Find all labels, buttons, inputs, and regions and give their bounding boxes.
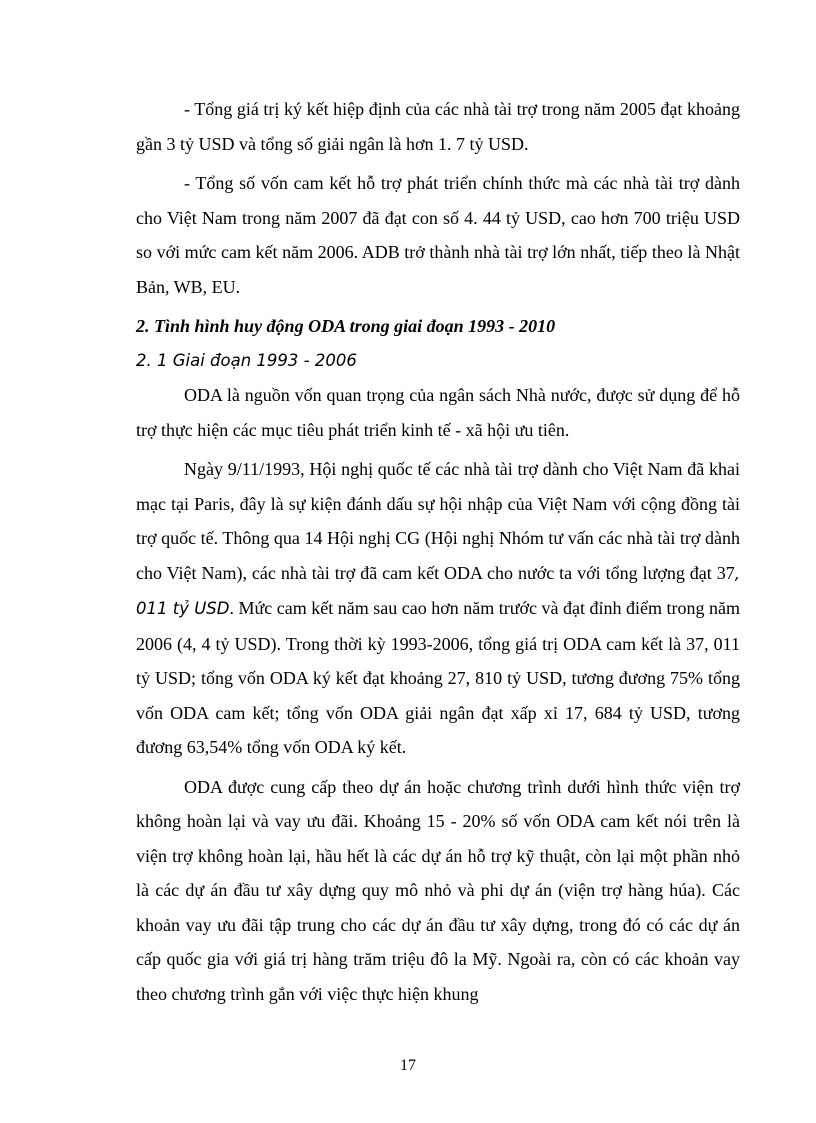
section-heading: 2. Tình hình huy động ODA trong giai đoạn 1993 - 2010 (136, 316, 556, 336)
paragraph-oda-importance: ODA là nguồn vốn quan trọng của ngân sách Nhà nước, được sử dụng để hỗ trợ thực hiện các mục tiêu phát triển kinh tế - xã hội ưu tiên. (136, 385, 740, 440)
paragraph-signed-value-2005: - Tổng giá trị ký kết hiệp định của các nhà tài trợ trong năm 2005 đạt khoảng gần 3 tỷ USD và tổng số giải ngân là hơn 1. 7 tỷ USD. (136, 99, 740, 154)
paris-text-part-1: Ngày 9/11/1993, Hội nghị quốc tế các nhà tài trợ dành cho Việt Nam đã khai mạc tại Paris, đây là sự kiện đánh dấu sự hội nhập của Việt Nam với cộng đồng tài trợ quốc tế. Thông qua 14 Hội nghị CG (Hội nghị Nhóm tư vấn các nhà tài trợ dành cho Việt Nam), các nhà tài trợ đã cam kết ODA cho nước ta với tổng lượng đạt 37 (136, 459, 740, 583)
paragraph-commitment-2007: - Tổng số vốn cam kết hỗ trợ phát triển chính thức mà các nhà tài trợ dành cho Việt Nam trong năm 2007 đã đạt con số 4. 44 tỷ USD, cao hơn 700 triệu USD so với mức cam kết năm 2006. ADB trở thành nhà tài trợ lớn nhất, tiếp theo là Nhật Bản, WB, EU. (136, 173, 740, 297)
paragraph-oda-forms: ODA được cung cấp theo dự án hoặc chương trình dưới hình thức viện trợ không hoàn lại và vay ưu đãi. Khoảng 15 - 20% số vốn ODA cam kết nói trên là viện trợ không hoàn lại, hầu hết là các dự án hỗ trợ kỹ thuật, còn lại một phần nhỏ là các dự án đầu tư xây dựng quy mô nhỏ và phi dự án (viện trợ hàng húa). Các khoản vay ưu đãi tập trung cho các dự án đầu tư xây dựng, trong đó có các dự án cấp quốc gia với giá trị hàng trăm triệu đô la Mỹ. Ngoài ra, còn có các khoản vay theo chương trình gắn với việc thực hiện khung (136, 776, 740, 1004)
paris-text-italic: , 011 tỷ USD (136, 563, 740, 618)
page-number: 17 (400, 1057, 416, 1074)
paris-text-part-2: . Mức cam kết năm sau cao hơn năm trước và đạt đỉnh điểm trong năm 2006 (4, 4 tỷ USD). Trong thời kỳ 1993-2006, tổng giá trị ODA cam kết là 37, 011 tỷ USD; tổng vốn ODA ký kết đạt khoảng 27, 810 tỷ USD, tương đương 75% tổng vốn ODA cam kết; tổng vốn ODA giải ngân đạt xấp xỉ 17, 684 tỷ USD, tương đương 63,54% tổng vốn ODA ký kết. (136, 598, 740, 757)
subsection-heading: 2. 1 Giai đoạn 1993 - 2006 (136, 350, 357, 370)
page-body (136, 92, 740, 1016)
paragraph-paris-conference (136, 452, 740, 765)
